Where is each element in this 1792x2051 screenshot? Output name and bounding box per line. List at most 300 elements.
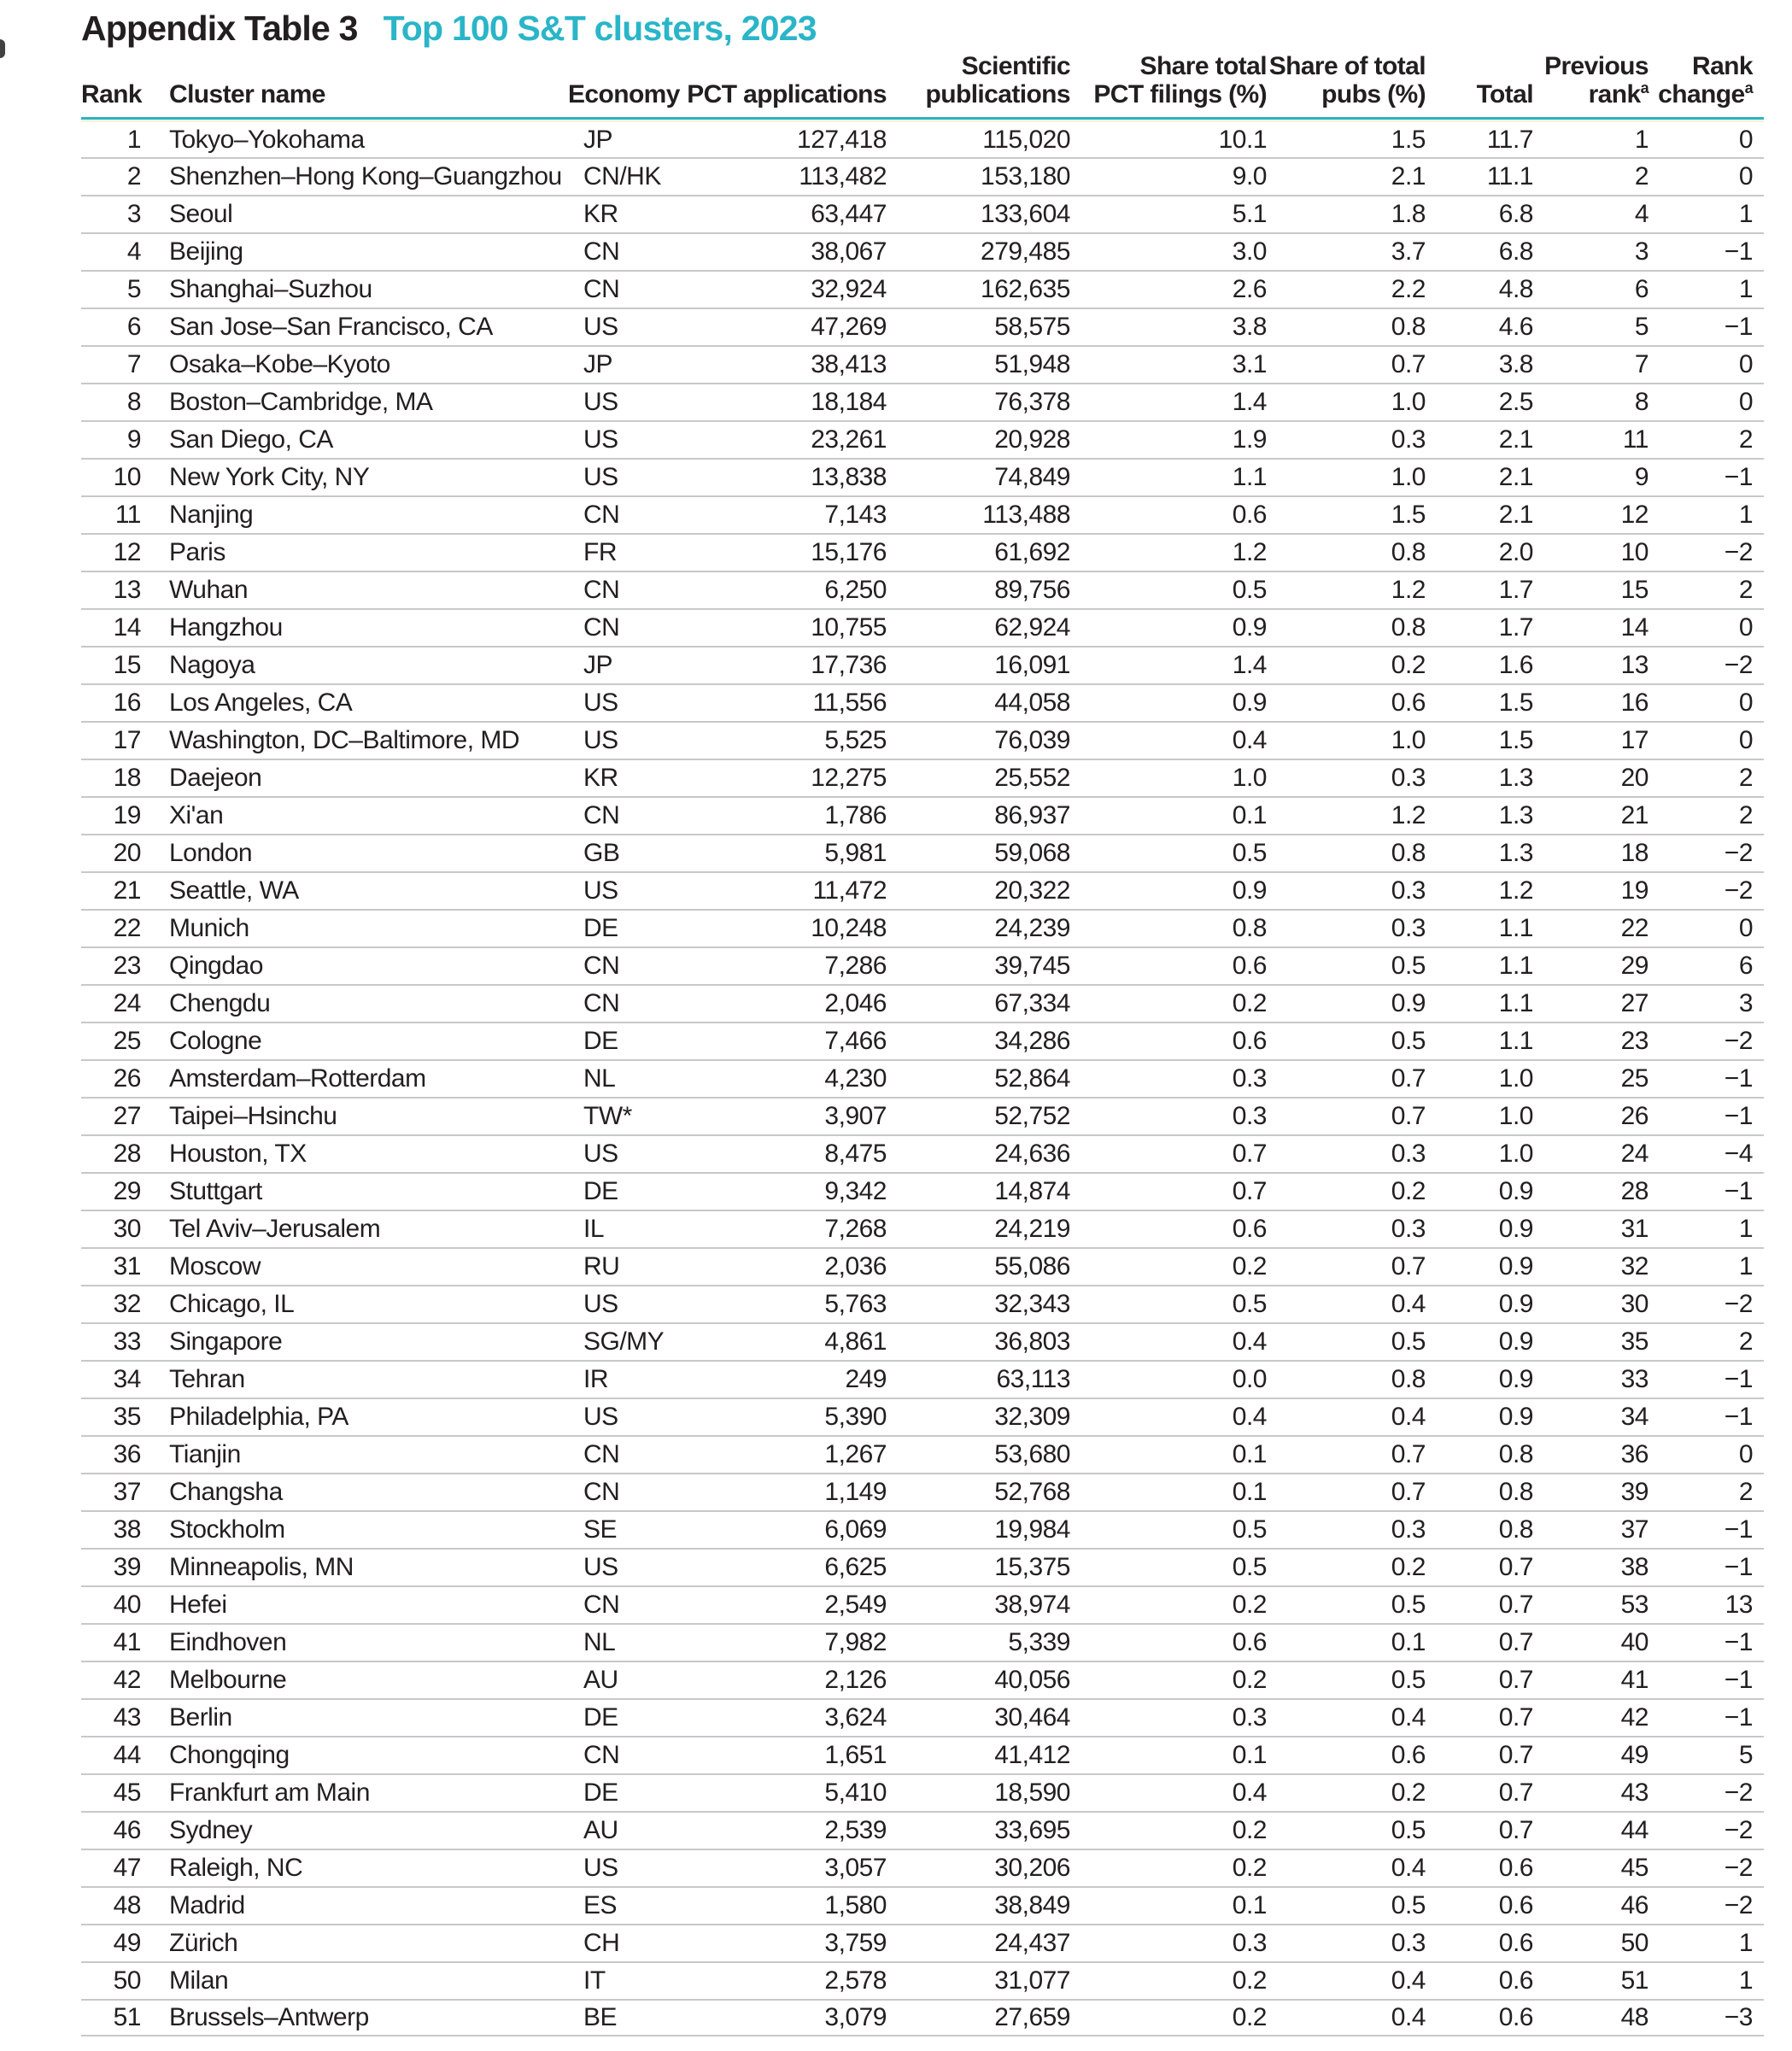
cell-scientific-publications: 24,437 (887, 1924, 1070, 1961)
cell-pct-applications: 17,736 (671, 646, 887, 683)
cell-previous-rank: 46 (1533, 1886, 1649, 1924)
table-row (81, 796, 1764, 834)
cell-pct-applications: 127,418 (671, 120, 887, 157)
cell-cluster-name: San Diego, CA (141, 420, 568, 458)
cell-scientific-publications: 113,488 (887, 495, 1070, 533)
cell-rank: 49 (81, 1924, 141, 1961)
cell-share-pubs: 0.5 (1267, 1886, 1426, 1924)
cell-share-pubs: 2.2 (1267, 270, 1426, 308)
cell-total: 2.1 (1426, 420, 1533, 458)
cell-share-pubs: 0.3 (1267, 1210, 1426, 1247)
cell-economy: CN (568, 571, 671, 608)
cell-economy: IR (568, 1360, 671, 1398)
cell-economy: US (568, 308, 671, 345)
cell-share-pubs: 0.3 (1267, 1924, 1426, 1961)
cell-previous-rank: 8 (1533, 383, 1649, 420)
cell-rank: 39 (81, 1548, 141, 1585)
cell-share-pubs: 0.7 (1267, 1059, 1426, 1097)
cell-pct-applications: 47,269 (671, 308, 887, 345)
cell-scientific-publications: 162,635 (887, 270, 1070, 308)
cell-cluster-name: Xi'an (141, 796, 568, 834)
cell-previous-rank: 29 (1533, 946, 1649, 984)
cell-rank: 10 (81, 458, 141, 495)
cell-rank: 36 (81, 1435, 141, 1473)
cell-total: 1.7 (1426, 571, 1533, 608)
cell-share-pct-filings: 0.1 (1070, 1886, 1267, 1924)
col-header-scientific-publications: Scientific publications (887, 46, 1070, 120)
cell-share-pct-filings: 0.5 (1070, 1548, 1267, 1585)
cell-economy: CN (568, 796, 671, 834)
cell-total: 1.0 (1426, 1097, 1533, 1134)
cell-share-pubs: 0.2 (1267, 646, 1426, 683)
cell-rank-change: 0 (1649, 157, 1764, 195)
table-row (81, 157, 1764, 195)
cell-pct-applications: 7,286 (671, 946, 887, 984)
cell-cluster-name: Melbourne (141, 1661, 568, 1698)
cell-scientific-publications: 279,485 (887, 232, 1070, 270)
table-row (81, 1961, 1764, 1999)
cell-cluster-name: Eindhoven (141, 1623, 568, 1661)
cell-total: 0.6 (1426, 1961, 1533, 1999)
cell-total: 0.7 (1426, 1811, 1533, 1849)
cell-share-pubs: 0.6 (1267, 1736, 1426, 1773)
cell-share-pct-filings: 0.3 (1070, 1097, 1267, 1134)
cell-share-pubs: 0.3 (1267, 909, 1426, 946)
cell-share-pct-filings: 10.1 (1070, 120, 1267, 157)
cell-rank: 6 (81, 308, 141, 345)
cell-rank: 17 (81, 721, 141, 759)
cell-rank: 29 (81, 1172, 141, 1210)
cell-rank-change: 2 (1649, 1322, 1764, 1360)
cell-total: 0.7 (1426, 1548, 1533, 1585)
cell-cluster-name: Qingdao (141, 946, 568, 984)
cell-cluster-name: Moscow (141, 1247, 568, 1285)
cell-rank-change: 0 (1649, 721, 1764, 759)
cell-total: 0.6 (1426, 1886, 1533, 1924)
cell-pct-applications: 3,079 (671, 1999, 887, 2036)
cell-total: 0.7 (1426, 1661, 1533, 1698)
cell-pct-applications: 4,230 (671, 1059, 887, 1097)
table-row (81, 1247, 1764, 1285)
cell-rank: 42 (81, 1661, 141, 1698)
cell-previous-rank: 33 (1533, 1360, 1649, 1398)
footnote-marker: a (1744, 79, 1753, 97)
cell-scientific-publications: 24,239 (887, 909, 1070, 946)
cell-rank-change: 0 (1649, 1435, 1764, 1473)
page-title (81, 9, 817, 49)
cell-scientific-publications: 55,086 (887, 1247, 1070, 1285)
cell-rank: 13 (81, 571, 141, 608)
cell-share-pct-filings: 0.1 (1070, 1435, 1267, 1473)
cell-scientific-publications: 18,590 (887, 1773, 1070, 1811)
cell-total: 6.8 (1426, 232, 1533, 270)
cell-rank-change: 2 (1649, 1473, 1764, 1510)
cell-previous-rank: 31 (1533, 1210, 1649, 1247)
cell-scientific-publications: 33,695 (887, 1811, 1070, 1849)
cell-total: 1.3 (1426, 759, 1533, 796)
table-row (81, 1623, 1764, 1661)
col-header-previous-rank: Previous rank$^a$ (1533, 46, 1649, 120)
cell-rank-change: −1 (1649, 1172, 1764, 1210)
cell-rank: 1 (81, 120, 141, 157)
cell-share-pubs: 1.2 (1267, 571, 1426, 608)
cell-previous-rank: 21 (1533, 796, 1649, 834)
cell-rank: 47 (81, 1849, 141, 1886)
cell-rank: 25 (81, 1022, 141, 1059)
cell-share-pct-filings: 1.1 (1070, 458, 1267, 495)
cell-scientific-publications: 20,928 (887, 420, 1070, 458)
cell-scientific-publications: 34,286 (887, 1022, 1070, 1059)
cell-previous-rank: 50 (1533, 1924, 1649, 1961)
cell-share-pct-filings: 0.2 (1070, 1247, 1267, 1285)
cell-share-pubs: 1.2 (1267, 796, 1426, 834)
cell-previous-rank: 43 (1533, 1773, 1649, 1811)
cell-rank-change: 1 (1649, 495, 1764, 533)
cell-scientific-publications: 52,864 (887, 1059, 1070, 1097)
cell-share-pubs: 1.5 (1267, 495, 1426, 533)
cell-pct-applications: 32,924 (671, 270, 887, 308)
cell-scientific-publications: 27,659 (887, 1999, 1070, 2036)
cell-scientific-publications: 58,575 (887, 308, 1070, 345)
cell-previous-rank: 39 (1533, 1473, 1649, 1510)
cell-cluster-name: Singapore (141, 1322, 568, 1360)
cell-rank-change: −1 (1649, 308, 1764, 345)
cell-previous-rank: 38 (1533, 1548, 1649, 1585)
cell-share-pct-filings: 0.2 (1070, 1961, 1267, 1999)
cell-share-pubs: 0.2 (1267, 1172, 1426, 1210)
cell-share-pct-filings: 0.0 (1070, 1360, 1267, 1398)
table-row (81, 1473, 1764, 1510)
cell-previous-rank: 45 (1533, 1849, 1649, 1886)
cell-pct-applications: 113,482 (671, 157, 887, 195)
cell-economy: US (568, 1849, 671, 1886)
cell-share-pubs: 2.1 (1267, 157, 1426, 195)
cell-previous-rank: 15 (1533, 571, 1649, 608)
cell-economy: US (568, 420, 671, 458)
cell-economy: IT (568, 1961, 671, 1999)
cell-rank: 31 (81, 1247, 141, 1285)
cell-total: 1.3 (1426, 796, 1533, 834)
cell-rank: 16 (81, 683, 141, 721)
cell-pct-applications: 3,907 (671, 1097, 887, 1134)
cell-total: 1.1 (1426, 984, 1533, 1022)
cell-cluster-name: Seoul (141, 195, 568, 232)
cell-cluster-name: Milan (141, 1961, 568, 1999)
cell-previous-rank: 28 (1533, 1172, 1649, 1210)
cell-pct-applications: 23,261 (671, 420, 887, 458)
cell-economy: CN (568, 232, 671, 270)
cell-pct-applications: 6,069 (671, 1510, 887, 1548)
cell-share-pct-filings: 0.2 (1070, 1811, 1267, 1849)
cell-cluster-name: Stuttgart (141, 1172, 568, 1210)
cell-total: 1.5 (1426, 721, 1533, 759)
cell-share-pubs: 0.7 (1267, 1097, 1426, 1134)
cell-scientific-publications: 30,206 (887, 1849, 1070, 1886)
table-row (81, 1999, 1764, 2036)
cell-share-pubs: 0.9 (1267, 984, 1426, 1022)
page-title-subject: Top 100 S&T clusters, 2023 (383, 9, 817, 48)
cell-share-pct-filings: 5.1 (1070, 195, 1267, 232)
cell-share-pct-filings: 0.3 (1070, 1924, 1267, 1961)
cell-cluster-name: Washington, DC–Baltimore, MD (141, 721, 568, 759)
cell-scientific-publications: 63,113 (887, 1360, 1070, 1398)
cell-cluster-name: Changsha (141, 1473, 568, 1510)
cell-share-pct-filings: 0.4 (1070, 721, 1267, 759)
cell-cluster-name: Munich (141, 909, 568, 946)
cell-share-pubs: 0.8 (1267, 608, 1426, 646)
cell-scientific-publications: 39,745 (887, 946, 1070, 984)
cell-previous-rank: 2 (1533, 157, 1649, 195)
cell-share-pubs: 0.1 (1267, 1623, 1426, 1661)
cell-total: 0.9 (1426, 1398, 1533, 1435)
cell-scientific-publications: 61,692 (887, 533, 1070, 571)
cell-share-pct-filings: 0.5 (1070, 1510, 1267, 1548)
cell-total: 3.8 (1426, 345, 1533, 383)
cell-cluster-name: Shenzhen–Hong Kong–Guangzhou (141, 157, 568, 195)
cell-pct-applications: 11,556 (671, 683, 887, 721)
cell-economy: SE (568, 1510, 671, 1548)
cell-pct-applications: 2,539 (671, 1811, 887, 1849)
table-row (81, 1585, 1764, 1623)
cell-cluster-name: Houston, TX (141, 1134, 568, 1172)
cell-share-pct-filings: 3.8 (1070, 308, 1267, 345)
cell-total: 0.7 (1426, 1736, 1533, 1773)
header-row (81, 46, 1764, 120)
cell-cluster-name: Los Angeles, CA (141, 683, 568, 721)
cell-economy: JP (568, 345, 671, 383)
cell-scientific-publications: 52,768 (887, 1473, 1070, 1510)
cell-pct-applications: 5,525 (671, 721, 887, 759)
cell-rank: 35 (81, 1398, 141, 1435)
cell-share-pct-filings: 0.5 (1070, 834, 1267, 871)
cell-rank: 21 (81, 871, 141, 909)
cell-rank-change: 2 (1649, 796, 1764, 834)
cell-share-pct-filings: 0.2 (1070, 1849, 1267, 1886)
cell-share-pubs: 0.3 (1267, 420, 1426, 458)
cell-rank: 9 (81, 420, 141, 458)
cell-rank-change: 0 (1649, 608, 1764, 646)
cell-pct-applications: 38,067 (671, 232, 887, 270)
cell-share-pubs: 0.7 (1267, 345, 1426, 383)
cell-rank-change: 2 (1649, 420, 1764, 458)
cell-rank: 4 (81, 232, 141, 270)
cell-scientific-publications: 38,974 (887, 1585, 1070, 1623)
cell-rank: 8 (81, 383, 141, 420)
cell-rank: 45 (81, 1773, 141, 1811)
cell-share-pct-filings: 1.4 (1070, 646, 1267, 683)
cell-share-pubs: 0.5 (1267, 1585, 1426, 1623)
cell-rank-change: 3 (1649, 984, 1764, 1022)
clusters-table (81, 46, 1764, 2036)
cell-scientific-publications: 16,091 (887, 646, 1070, 683)
cell-economy: AU (568, 1661, 671, 1698)
cell-share-pubs: 0.4 (1267, 1285, 1426, 1322)
cell-rank-change: −1 (1649, 232, 1764, 270)
cell-total: 2.1 (1426, 495, 1533, 533)
cell-total: 6.8 (1426, 195, 1533, 232)
cell-economy: SG/MY (568, 1322, 671, 1360)
cell-rank: 15 (81, 646, 141, 683)
cell-scientific-publications: 30,464 (887, 1698, 1070, 1736)
cell-economy: IL (568, 1210, 671, 1247)
cell-share-pct-filings: 0.4 (1070, 1773, 1267, 1811)
cell-share-pubs: 0.3 (1267, 871, 1426, 909)
cell-total: 0.7 (1426, 1773, 1533, 1811)
cell-cluster-name: Frankfurt am Main (141, 1773, 568, 1811)
cell-rank-change: −1 (1649, 1698, 1764, 1736)
cell-rank: 27 (81, 1097, 141, 1134)
cell-economy: US (568, 1398, 671, 1435)
cell-cluster-name: Daejeon (141, 759, 568, 796)
cell-rank: 34 (81, 1360, 141, 1398)
table-row (81, 1059, 1764, 1097)
cell-rank: 48 (81, 1886, 141, 1924)
cell-total: 1.0 (1426, 1059, 1533, 1097)
cell-rank: 5 (81, 270, 141, 308)
cell-total: 0.9 (1426, 1210, 1533, 1247)
table-row (81, 1360, 1764, 1398)
cell-pct-applications: 38,413 (671, 345, 887, 383)
cell-cluster-name: Amsterdam–Rotterdam (141, 1059, 568, 1097)
cell-pct-applications: 11,472 (671, 871, 887, 909)
cell-total: 1.5 (1426, 683, 1533, 721)
cell-previous-rank: 18 (1533, 834, 1649, 871)
cell-previous-rank: 44 (1533, 1811, 1649, 1849)
cell-share-pubs: 0.7 (1267, 1473, 1426, 1510)
cell-total: 0.6 (1426, 1849, 1533, 1886)
cell-rank-change: 0 (1649, 345, 1764, 383)
cell-rank: 44 (81, 1736, 141, 1773)
cell-economy: JP (568, 120, 671, 157)
cell-share-pubs: 1.0 (1267, 383, 1426, 420)
cell-scientific-publications: 67,334 (887, 984, 1070, 1022)
cell-total: 0.9 (1426, 1285, 1533, 1322)
cell-economy: DE (568, 1022, 671, 1059)
col-header-rank-change: Rank change$^a$ (1649, 46, 1764, 120)
cell-rank: 24 (81, 984, 141, 1022)
cell-pct-applications: 15,176 (671, 533, 887, 571)
table-row (81, 1510, 1764, 1548)
cell-rank-change: 0 (1649, 683, 1764, 721)
cell-rank: 11 (81, 495, 141, 533)
table-row (81, 308, 1764, 345)
cell-share-pubs: 0.3 (1267, 1510, 1426, 1548)
table-row (81, 1322, 1764, 1360)
cell-share-pubs: 0.5 (1267, 1022, 1426, 1059)
cell-economy: BE (568, 1999, 671, 2036)
table-row (81, 270, 1764, 308)
cell-share-pct-filings: 3.1 (1070, 345, 1267, 383)
cell-previous-rank: 49 (1533, 1736, 1649, 1773)
cell-rank: 43 (81, 1698, 141, 1736)
cell-previous-rank: 34 (1533, 1398, 1649, 1435)
cell-scientific-publications: 31,077 (887, 1961, 1070, 1999)
cell-total: 11.1 (1426, 157, 1533, 195)
cell-economy: CN (568, 608, 671, 646)
table-row (81, 1924, 1764, 1961)
cell-total: 0.7 (1426, 1623, 1533, 1661)
cell-rank-change: 0 (1649, 120, 1764, 157)
cell-total: 0.9 (1426, 1172, 1533, 1210)
cell-scientific-publications: 76,378 (887, 383, 1070, 420)
cell-economy: US (568, 1548, 671, 1585)
cell-share-pubs: 0.8 (1267, 308, 1426, 345)
cell-economy: CN (568, 1435, 671, 1473)
cell-rank: 3 (81, 195, 141, 232)
cell-total: 2.5 (1426, 383, 1533, 420)
cell-share-pubs: 0.5 (1267, 946, 1426, 984)
cell-economy: US (568, 1285, 671, 1322)
cell-share-pct-filings: 9.0 (1070, 157, 1267, 195)
table-row (81, 909, 1764, 946)
cell-rank: 23 (81, 946, 141, 984)
cell-share-pct-filings: 0.3 (1070, 1698, 1267, 1736)
cell-pct-applications: 3,624 (671, 1698, 887, 1736)
cell-total: 0.6 (1426, 1924, 1533, 1961)
cell-share-pct-filings: 1.0 (1070, 759, 1267, 796)
cell-previous-rank: 26 (1533, 1097, 1649, 1134)
cell-scientific-publications: 51,948 (887, 345, 1070, 383)
table-row (81, 946, 1764, 984)
cell-scientific-publications: 25,552 (887, 759, 1070, 796)
cell-previous-rank: 22 (1533, 909, 1649, 946)
cell-cluster-name: Hefei (141, 1585, 568, 1623)
cell-rank: 30 (81, 1210, 141, 1247)
cell-scientific-publications: 14,874 (887, 1172, 1070, 1210)
cell-scientific-publications: 24,636 (887, 1134, 1070, 1172)
cell-economy: NL (568, 1623, 671, 1661)
table-row (81, 533, 1764, 571)
cell-pct-applications: 249 (671, 1360, 887, 1398)
cell-share-pct-filings: 0.9 (1070, 683, 1267, 721)
cell-pct-applications: 3,759 (671, 1924, 887, 1961)
cell-pct-applications: 1,149 (671, 1473, 887, 1510)
cell-scientific-publications: 32,309 (887, 1398, 1070, 1435)
cell-previous-rank: 41 (1533, 1661, 1649, 1698)
cell-pct-applications: 6,250 (671, 571, 887, 608)
cell-cluster-name: Wuhan (141, 571, 568, 608)
cell-pct-applications: 3,057 (671, 1849, 887, 1886)
cell-scientific-publications: 19,984 (887, 1510, 1070, 1548)
cell-rank-change: 2 (1649, 571, 1764, 608)
table-row (81, 1698, 1764, 1736)
cell-rank-change: −2 (1649, 1773, 1764, 1811)
cell-economy: CN (568, 946, 671, 984)
col-header-pct-applications: PCT applications (671, 46, 887, 120)
cell-pct-applications: 7,268 (671, 1210, 887, 1247)
cell-total: 4.6 (1426, 308, 1533, 345)
cell-rank-change: −2 (1649, 533, 1764, 571)
cell-rank: 38 (81, 1510, 141, 1548)
cell-economy: JP (568, 646, 671, 683)
cell-pct-applications: 5,390 (671, 1398, 887, 1435)
cell-cluster-name: Tel Aviv–Jerusalem (141, 1210, 568, 1247)
cell-share-pct-filings: 0.6 (1070, 946, 1267, 984)
cell-share-pct-filings: 0.9 (1070, 871, 1267, 909)
cell-previous-rank: 1 (1533, 120, 1649, 157)
cell-rank-change: −1 (1649, 1398, 1764, 1435)
cell-total: 0.9 (1426, 1322, 1533, 1360)
cell-cluster-name: Hangzhou (141, 608, 568, 646)
cell-cluster-name: Paris (141, 533, 568, 571)
cell-pct-applications: 10,755 (671, 608, 887, 646)
cell-rank: 41 (81, 1623, 141, 1661)
table-row (81, 1811, 1764, 1849)
table-row (81, 1548, 1764, 1585)
cell-pct-applications: 7,143 (671, 495, 887, 533)
cell-economy: CN (568, 1585, 671, 1623)
cell-share-pubs: 1.5 (1267, 120, 1426, 157)
